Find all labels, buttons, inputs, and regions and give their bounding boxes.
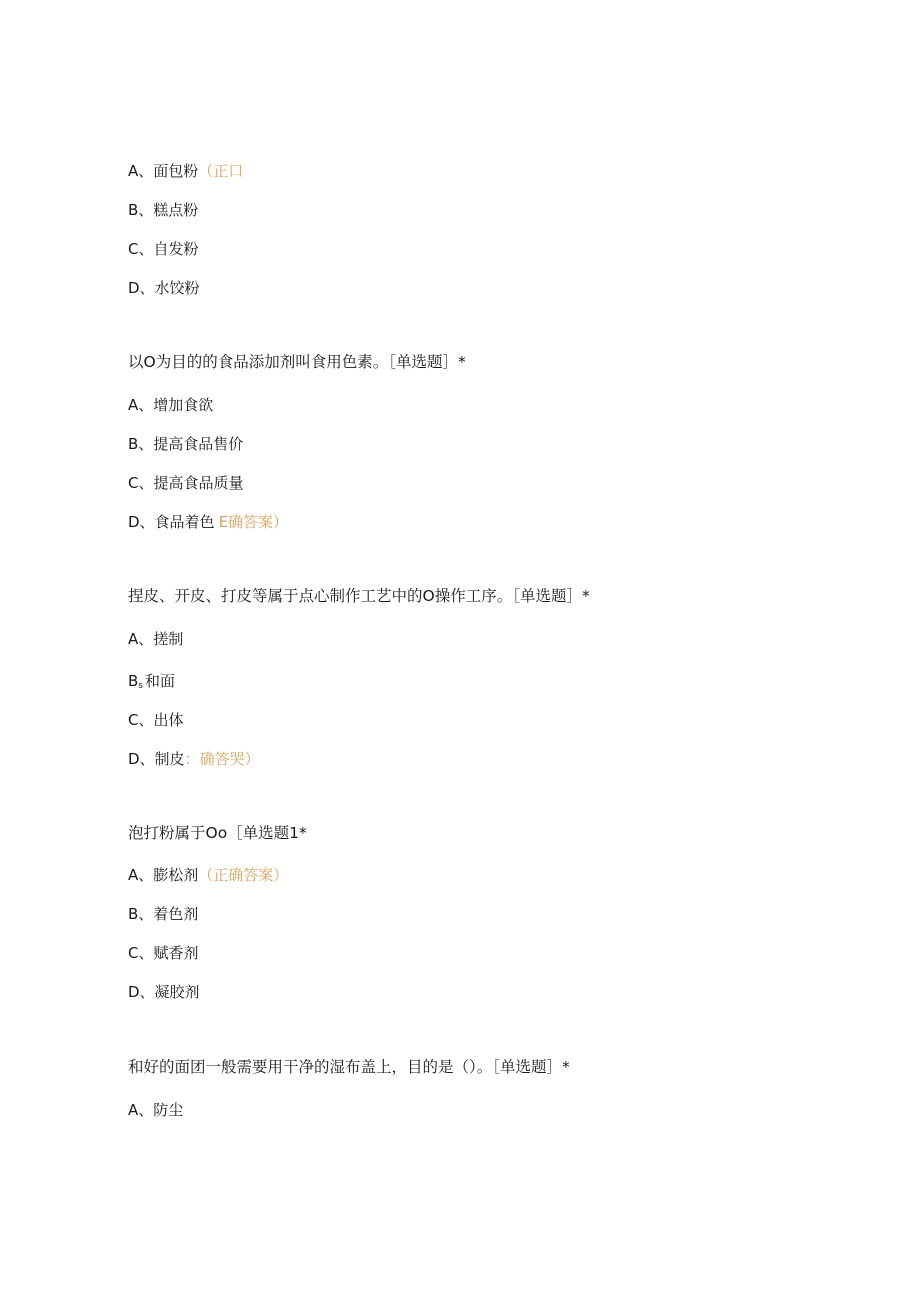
q1-option-c: C、自发粉 — [128, 240, 199, 258]
q2-option-d: D、食品着色 E确答案） — [128, 513, 289, 531]
q1-option-d: D、水饺粉 — [128, 279, 200, 297]
q3-option-a: A、搓制 — [128, 630, 184, 648]
q2-option-a: A、增加食欲 — [128, 396, 214, 414]
q4-question: 泡打粉属于Oo［单选题1* — [128, 824, 307, 842]
q2-option-c: C、提高食品质量 — [128, 474, 244, 492]
q2-option-b: B、提高食品售价 — [128, 435, 244, 453]
q4-option-a-answer-mark: （正确答案） — [198, 866, 289, 884]
q1-option-a-answer-mark: （正口 — [198, 162, 244, 180]
q1-option-a: A、面包粉（正口 — [128, 162, 244, 180]
q3-question: 捏皮、开皮、打皮等属于点心制作工艺中的O操作工序。［单选题］* — [128, 587, 590, 605]
q4-option-a: A、膨松剂（正确答案） — [128, 866, 289, 884]
q2-question: 以O为目的的食品添加剂叫食用色素。［单选题］* — [128, 353, 466, 371]
q4-option-c: C、赋香剂 — [128, 944, 199, 962]
q3-option-d: D、制皮：确答哭） — [128, 750, 260, 768]
q3-option-d-answer-mark: ：确答哭） — [184, 750, 260, 768]
q2-option-d-answer-mark: E确答案） — [218, 513, 289, 531]
q3-option-b: $B_s$ 和面 — [128, 672, 176, 691]
q1-option-b: B、糕点粉 — [128, 201, 199, 219]
q4-option-d: D、凝胶剂 — [128, 983, 200, 1001]
q5-question: 和好的面团一般需要用干净的湿布盖上，目的是（）。［单选题］* — [128, 1058, 570, 1076]
q3-option-c: C、出体 — [128, 711, 184, 729]
q4-option-b: B、着色剂 — [128, 905, 199, 923]
q5-option-a: A、防尘 — [128, 1101, 184, 1119]
